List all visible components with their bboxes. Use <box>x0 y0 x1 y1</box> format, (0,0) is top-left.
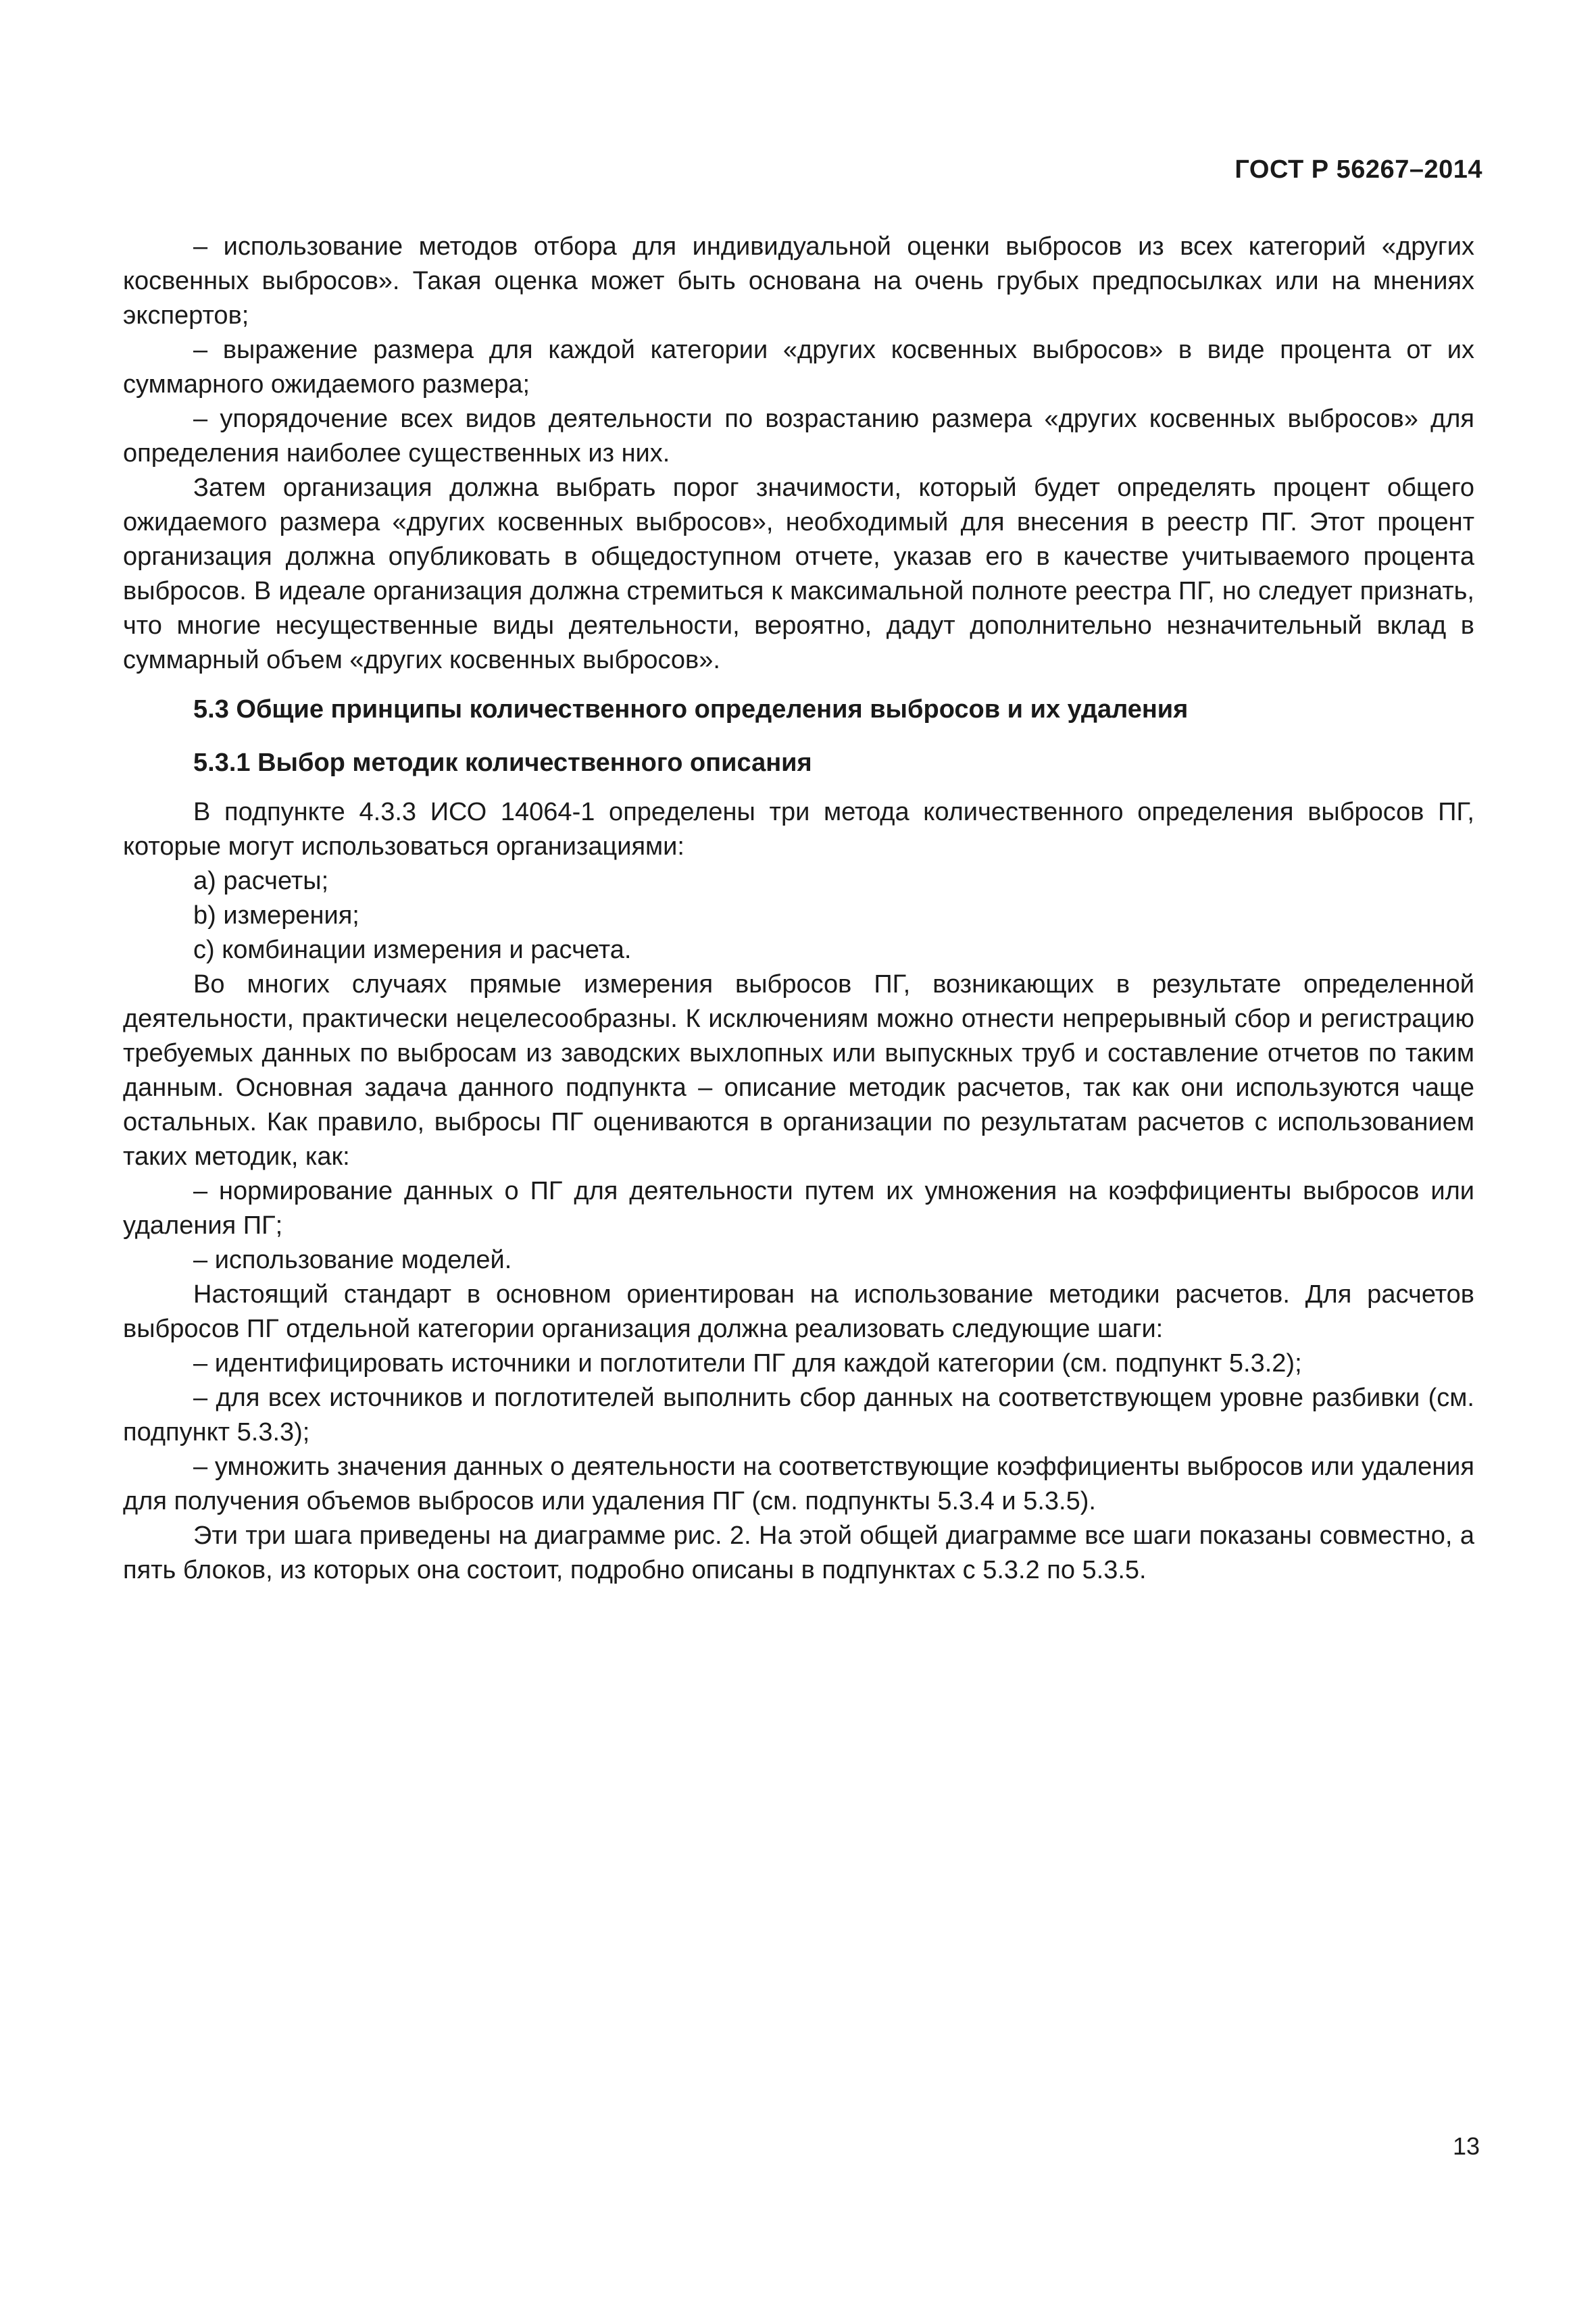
paragraph-methods-intro: В подпункте 4.3.3 ИСО 14064-1 определены три метода количественного определения выбросов ПГ, которые могут использоваться организациями: <box>123 798 1474 861</box>
paragraph-step-collect: – для всех источников и поглотителей выполнить сбор данных на соответствующем уровне разбивки (см. подпункт 5.3.3); <box>123 1384 1474 1447</box>
paragraph-calculation-steps-intro: Настоящий стандарт в основном ориентирован на использование методики расчетов. Для расчетов выбросов ПГ отдельной категории организация должна реализовать следующие шаги: <box>123 1280 1474 1343</box>
paragraph-significance-threshold: Затем организация должна выбрать порог значимости, который будет определять процент общего ожидаемого размера «других косвенных выбросов», необходимый для внесения в реестр ПГ. Этот процент организация должна опубликовать в общедоступном отчете, указав его в качестве учитываемого процента выбросов. В идеале организация должна стремиться к максимальной полноте реестра ПГ, но следует признать, что многие несущественные виды деятельности, вероятно, дадут дополнительно незначительный вклад в суммарный объем «других косвенных выбросов». <box>123 474 1474 674</box>
section-heading-5-3-1: 5.3.1 Выбор методик количественного описания <box>193 749 812 777</box>
list-item-a: a) расчеты; <box>193 867 329 895</box>
document-code: ГОСТ Р 56267–2014 <box>1235 155 1482 184</box>
paragraph-list-item-ordering: – упорядочение всех видов деятельности по возрастанию размера «других косвенных выбросов» для определения наиболее существенных из них. <box>123 405 1474 468</box>
list-item-c: c) комбинации измерения и расчета. <box>193 936 632 964</box>
list-item-b: b) измерения; <box>193 901 359 930</box>
paragraph-diagram-reference: Эти три шага приведены на диаграмме рис. 2. На этой общей диаграмме все шаги показаны совместно, а пять блоков, из которых она состоит, подробно описаны в подпунктах с 5.3.2 по 5.3.5. <box>123 1521 1474 1584</box>
paragraph-step-identify: – идентифицировать источники и поглотители ПГ для каждой категории (см. подпункт 5.3.2); <box>193 1349 1302 1378</box>
section-heading-5-3: 5.3 Общие принципы количественного определения выбросов и их удаления <box>193 695 1189 724</box>
paragraph-list-item-percent: – выражение размера для каждой категории «других косвенных выбросов» в виде процента от их суммарного ожидаемого размера; <box>123 336 1474 399</box>
paragraph-list-item-models: – использование моделей. <box>193 1246 512 1274</box>
paragraph-list-item-sampling: – использование методов отбора для индивидуальной оценки выбросов из всех категорий «других косвенных выбросов». Такая оценка может быть основана на очень грубых предпосылках или на мнениях экспертов; <box>123 232 1474 330</box>
paragraph-step-multiply: – умножить значения данных о деятельности на соответствующие коэффициенты выбросов или удаления для получения объемов выбросов или удаления ПГ (см. подпункты 5.3.4 и 5.3.5). <box>123 1453 1474 1515</box>
paragraph-direct-measurements: Во многих случаях прямые измерения выбросов ПГ, возникающих в результате определенной деятельности, практически нецелесообразны. К исключениям можно отнести непрерывный сбор и регистрацию требуемых данных по выбросам из заводских выхлопных или выпускных труб и составление отчетов по таким данным. Основная задача данного подпункта – описание методик расчетов, так как они используются чаще остальных. Как правило, выбросы ПГ оцениваются в организации по результатам расчетов с использованием таких методик, как: <box>123 970 1474 1171</box>
document-body <box>123 230 1474 1588</box>
page-number: 13 <box>1452 2132 1480 2160</box>
paragraph-list-item-normalization: – нормирование данных о ПГ для деятельности путем их умножения на коэффициенты выбросов или удаления ПГ; <box>123 1177 1474 1240</box>
